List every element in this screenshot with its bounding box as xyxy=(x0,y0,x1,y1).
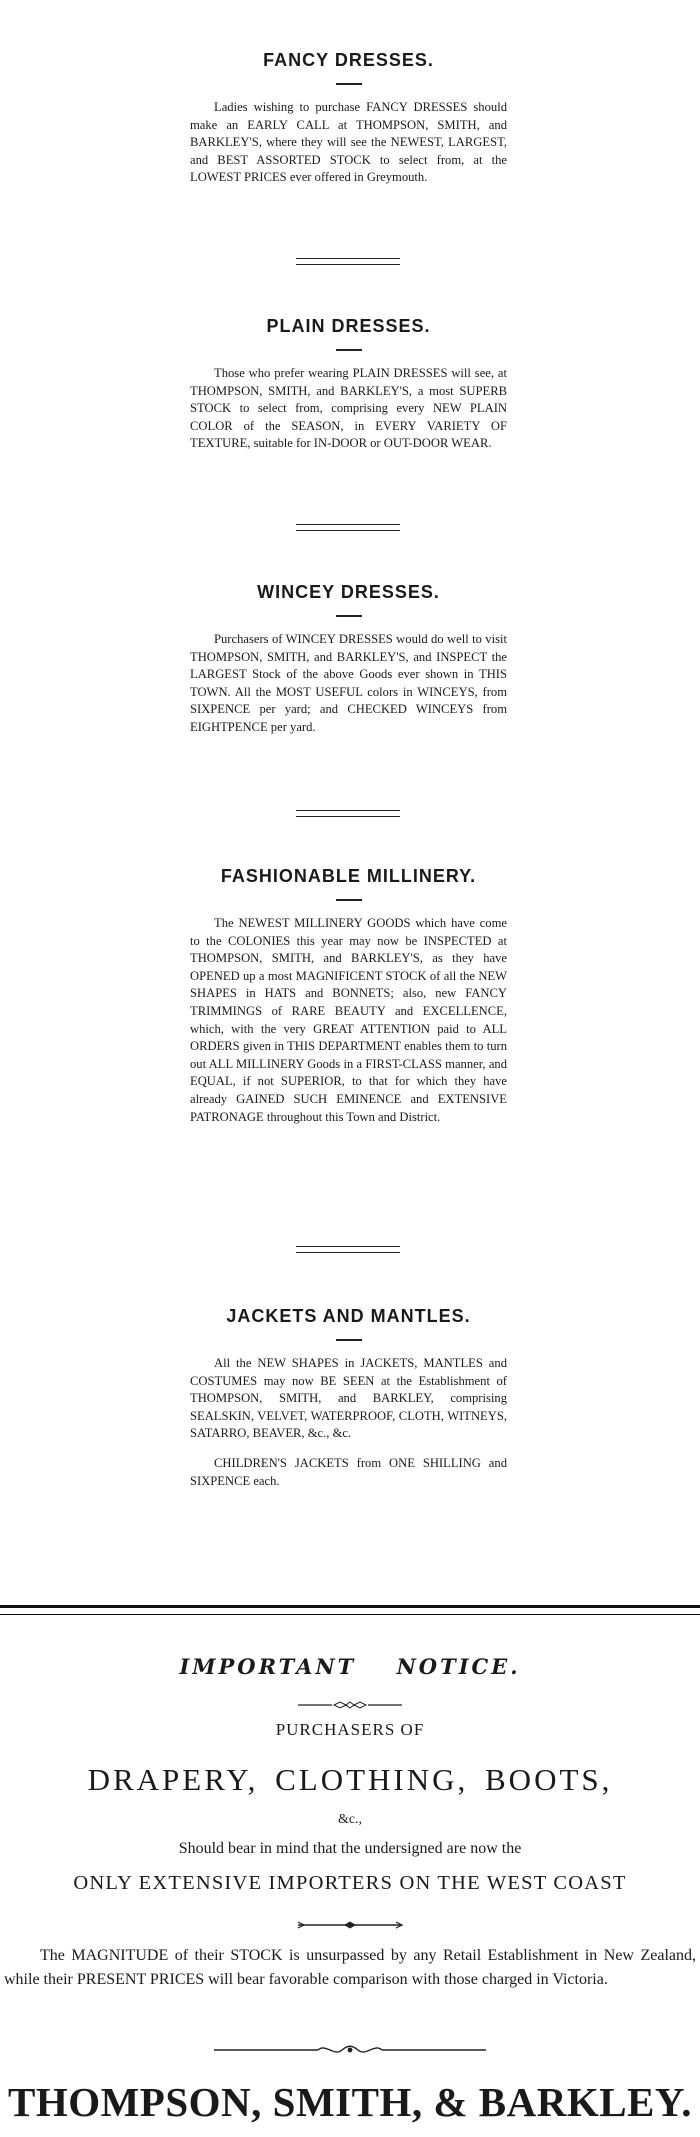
section-paragraph: The NEWEST MILLINERY GOODS which have come to the COLONIES this year may now be INSPECTED at THOMPSON, SMITH, and BARKLEY'S, as they have OPENED up a most MAGNIFICENT STOCK of all the NEW SHAPES in HATS and BONNETS; also, new FANCY TRIMMINGS of RARE BEAUTY and EXCELLENCE, which, with the very GREAT ATTENTION paid to ALL ORDERS given in THIS DEPARTMENT enables them to turn out ALL MILLINERY Goods in a FIRST-CLASS manner, and EQUAL, if not SUPERIOR, to that for which they have already GAINED SUCH EMINENCE and EXTENSIVE PATRONAGE throughout this Town and District. xyxy=(190,916,507,1124)
section-paragraph: Those who prefer wearing PLAIN DRESSES will see, at THOMPSON, SMITH, and BARKLEY'S, a most SUPERB STOCK to select from, comprising every NEW PLAIN COLOR of the SEASON, in EVERY VARIETY OF TEXTURE, suitable for IN-DOOR or OUT-DOOR WEAR. xyxy=(190,366,507,451)
importers-line: ONLY EXTENSIVE IMPORTERS ON THE WEST COAST xyxy=(73,1872,627,1894)
section-heading: WINCEY DRESSES. xyxy=(257,582,440,602)
notice-heading: IMPORTANT NOTICE. xyxy=(179,1654,521,1679)
etc-line: &c., xyxy=(337,1812,363,1827)
firm-name: THOMPSON, SMITH, & BARKLEY. xyxy=(7,2079,692,2125)
purchasers-of: PURCHASERS OF xyxy=(275,1720,425,1739)
section-divider xyxy=(296,810,400,817)
section-heading: JACKETS AND MANTLES. xyxy=(226,1306,471,1326)
flourish-divider-icon xyxy=(210,2042,490,2058)
short-rule xyxy=(336,1339,362,1341)
short-rule xyxy=(336,899,362,901)
section-paragraph: CHILDREN'S JACKETS from ONE SHILLING and SIXPENCE each. xyxy=(190,1455,507,1488)
section-paragraph: All the NEW SHAPES in JACKETS, MANTLES and COSTUMES may now BE SEEN at the Establishment of THOMPSON, SMITH, and BARKLEY, comprising SEALSKIN, VELVET, WATERPROOF, CLOTH, WITNEYS, SATARRO, BEAVER, &c., &c. xyxy=(190,1356,507,1441)
section-heading: FASHIONABLE MILLINERY. xyxy=(220,866,477,886)
arrow-divider-icon xyxy=(296,1920,404,1930)
column-separator xyxy=(0,1605,700,1615)
section-wincey-dresses xyxy=(190,582,507,737)
section-fancy-dresses xyxy=(190,50,507,187)
short-rule xyxy=(336,83,362,85)
goods-banner: DRAPERY, CLOTHING, BOOTS, xyxy=(87,1762,613,1797)
section-jackets-and-mantles xyxy=(190,1306,507,1490)
section-divider xyxy=(296,524,400,531)
section-fashionable-millinery xyxy=(190,866,507,1126)
magnitude-paragraph: The MAGNITUDE of their STOCK is unsurpassed by any Retail Establishment in New Zealand, while their PRESENT PRICES will bear favorable comparison with those charged in Victoria. xyxy=(4,1947,696,1988)
section-plain-dresses xyxy=(190,316,507,453)
section-paragraph: Purchasers of WINCEY DRESSES would do well to visit THOMPSON, SMITH, and BARKLEY'S, and INSPECT the LARGEST Stock of the above Goods ever shown in THIS TOWN. All the MOST USEFUL colors in WINCEYS, from SIXPENCE per yard; and CHECKED WINCEYS from EIGHTPENCE per yard. xyxy=(190,632,507,734)
short-rule xyxy=(336,615,362,617)
section-paragraph: Ladies wishing to purchase FANCY DRESSES should make an EARLY CALL at THOMPSON, SMITH, and BARKLEY'S, where they will see the NEWEST, LARGEST, and BEST ASSORTED STOCK to select from, at the LOWEST PRICES ever offered in Greymouth. xyxy=(190,100,507,185)
section-divider xyxy=(296,1246,400,1253)
ornament-divider-icon xyxy=(296,1700,404,1710)
bear-in-mind-line: Should bear in mind that the undersigned are now the xyxy=(178,1840,522,1857)
section-heading: PLAIN DRESSES. xyxy=(266,316,431,336)
section-heading: FANCY DRESSES. xyxy=(263,50,434,70)
short-rule xyxy=(336,349,362,351)
section-divider xyxy=(296,258,400,265)
